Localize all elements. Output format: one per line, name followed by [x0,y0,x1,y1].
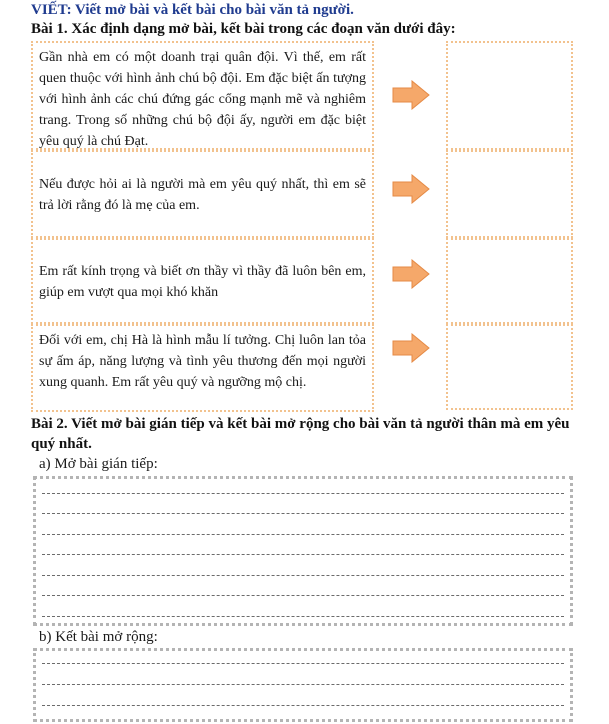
writing-line [42,575,564,576]
part-a-label: a) Mở bài gián tiếp: [39,456,158,472]
paragraph-box-3 [31,238,374,324]
right-arrow-icon [392,333,430,363]
paragraph-text-1: Gần nhà em có một doanh trại quân đội. Vì thế, em rất quen thuộc với hình ảnh chú bộ đội. Em đặc biệt ấn tượng với hình ảnh các chú đứng gác cổng mạnh mẽ và nghiêm trang. Trong số những chú bộ đội ấy, người em đặc biệt yêu quý là chú Đạt. [39,50,366,149]
paragraph-box-4 [31,324,374,412]
exercise-1-heading: Bài 1. Xác định dạng mở bài, kết bài trong các đoạn văn dưới đây: [31,21,456,37]
writing-line [42,705,564,706]
writing-line [42,595,564,596]
right-arrow-icon [392,174,430,204]
writing-area-a[interactable] [33,476,573,626]
writing-area-b[interactable] [33,648,573,722]
writing-line [42,616,564,617]
page-title: VIẾT: Viết mở bài và kết bài cho bài văn tả người. [31,2,354,18]
writing-line [42,534,564,535]
writing-line [42,493,564,494]
paragraph-text-3: Em rất kính trọng và biết ơn thầy vì thầy đã luôn bên em, giúp em vượt qua mọi khó khăn [39,264,366,300]
answer-box-1[interactable] [446,41,573,150]
right-arrow-icon [392,80,430,110]
part-b-label: b) Kết bài mở rộng: [39,629,158,645]
paragraph-text-2: Nếu được hỏi ai là người mà em yêu quý nhất, thì em sẽ trả lời rằng đó là mẹ của em. [39,177,366,213]
answer-box-4[interactable] [446,324,573,410]
writing-line [42,554,564,555]
writing-line [42,513,564,514]
right-arrow-icon [392,259,430,289]
paragraph-box-2 [31,150,374,238]
writing-line [42,663,564,664]
paragraph-text-4: Đối với em, chị Hà là hình mẫu lí tưởng. Chị luôn lan tỏa sự ấm áp, năng lượng và tình yêu thương đến mọi người xung quanh. Em rất yêu quý và ngưỡng mộ chị. [39,333,366,390]
writing-line [42,684,564,685]
answer-box-3[interactable] [446,238,573,324]
exercise-2-heading: Bài 2. Viết mở bài gián tiếp và kết bài mở rộng cho bài văn tả người thân mà em yêu quý nhất. [31,416,570,452]
paragraph-box-1 [31,41,374,150]
answer-box-2[interactable] [446,150,573,238]
